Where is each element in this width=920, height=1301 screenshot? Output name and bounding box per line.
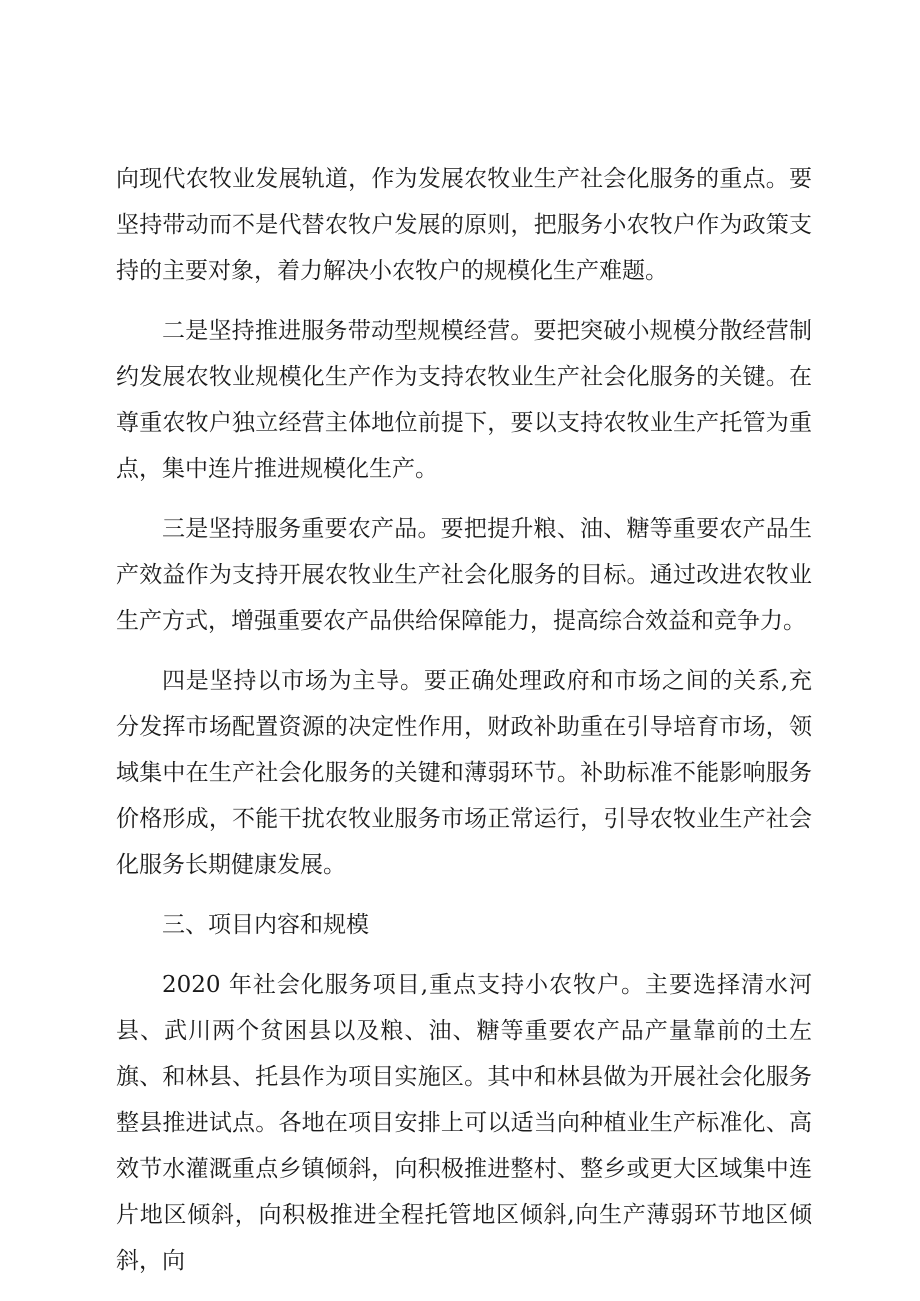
paragraph-principle-three: 三是坚持服务重要农产品。要把提升粮、油、糖等重要农产品生产效益作为支持开展农牧业生产社会化服务的目标。通过改进农牧业生产方式，增强重要农产品供给保障能力，提高综合效益和竞争力。 [116, 516, 812, 634]
paragraph-continuation: 向现代农牧业发展轨道，作为发展农牧业生产社会化服务的重点。要坚持带动而不是代替农牧户发展的原则，把服务小农牧户作为政策支持的主要对象，着力解决小农牧户的规模化生产难题。 [116, 166, 812, 284]
document-body [116, 156, 812, 1298]
paragraph-principle-four: 四是坚持以市场为主导。要正确处理政府和市场之间的关系,充分发挥市场配置资源的决定性作用，财政补助重在引导培育市场，领域集中在生产社会化服务的关键和薄弱环节。补助标准不能影响服务价格形成，不能干扰农牧业服务市场正常运行，引导农牧业生产社会化服务长期健康发展。 [116, 668, 812, 878]
paragraph-project-content: 2020 年社会化服务项目,重点支持小农牧户。主要选择清水河县、武川两个贫困县以及粮、油、糖等重要农产品产量靠前的土左旗、和林县、托县作为项目实施区。其中和林县做为开展社会化服务整县推进试点。各地在项目安排上可以适当向种植业生产标准化、高效节水灌溉重点乡镇倾斜，向积极推进整村、整乡或更大区域集中连片地区倾斜，向积极推进全程托管地区倾斜,向生产薄弱环节地区倾斜，向 [116, 972, 812, 1274]
section-heading: 三、项目内容和规模 [162, 912, 369, 938]
paragraph-principle-two: 二是坚持推进服务带动型规模经营。要把突破小规模分散经营制约发展农牧业规模化生产作为支持农牧业生产社会化服务的关键。在尊重农牧户独立经营主体地位前提下，要以支持农牧业生产托管为重点，集中连片推进规模化生产。 [116, 318, 812, 482]
